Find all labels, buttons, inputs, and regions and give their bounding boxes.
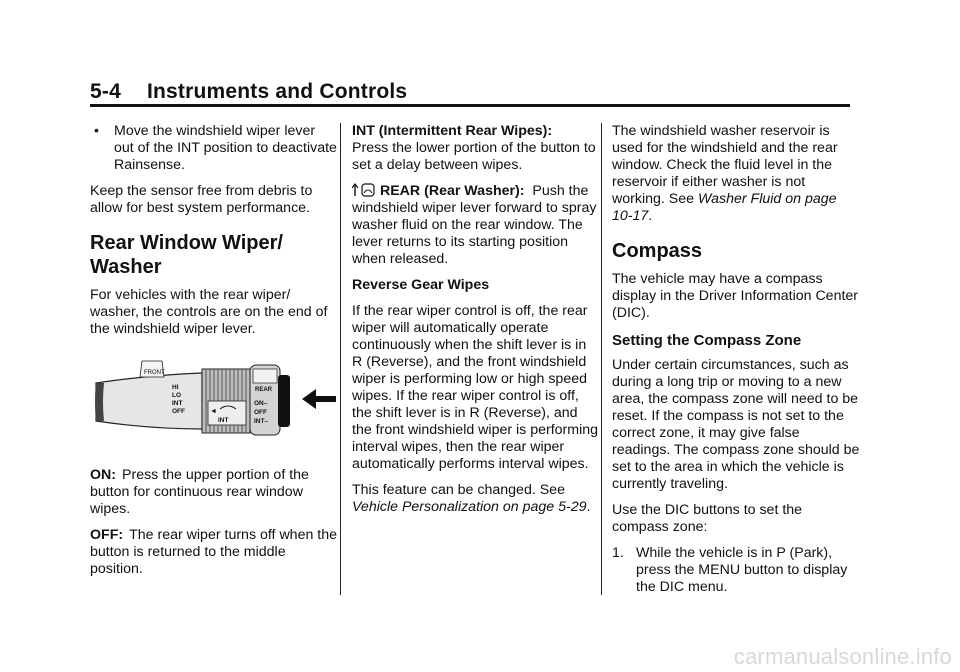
paragraph: This feature can be changed. See Vehicle Personalization on page 5-29. xyxy=(352,482,591,515)
on-text: Press the upper portion of the button for continuous rear window wipes. xyxy=(90,467,309,517)
section-title: Instruments and Controls xyxy=(146,80,408,103)
paragraph: The windshield washer reservoir is used for the windshield and the rear window. Check the fluid level in the reservoir if either washer is not working. See Washer Fluid on page 10-17. xyxy=(612,123,838,224)
watermark: carmanualsonline.info xyxy=(733,644,952,669)
page-number: 5-4 xyxy=(90,80,121,103)
section-heading: Compass xyxy=(612,240,703,262)
int-label: INT xyxy=(172,400,183,407)
paragraph: Use the DIC buttons to set the compass zone: xyxy=(612,502,803,535)
paragraph: For vehicles with the rear wiper/ washer, the controls are on the end of the windshield wiper lever. xyxy=(90,287,328,337)
bullet-item xyxy=(90,123,338,174)
paragraph: The vehicle may have a compass display in the Driver Information Center (DIC). xyxy=(612,271,859,321)
numbered-step xyxy=(612,545,860,596)
off2-label: OFF xyxy=(254,409,267,416)
rear-term: REAR (Rear Washer): xyxy=(379,183,525,199)
bullet-icon: • xyxy=(94,123,99,139)
rear-label: REAR xyxy=(255,387,273,393)
column-1 xyxy=(90,123,338,587)
cross-reference-link[interactable]: Vehicle Personalization on page 5-29 xyxy=(352,499,587,515)
column-3 xyxy=(612,123,860,605)
svg-text:◄: ◄ xyxy=(210,408,217,415)
on-description xyxy=(90,467,338,518)
column-2 xyxy=(352,123,600,525)
bullet-text: Move the windshield wiper lever out of the INT position to deactivate Rainsense. xyxy=(114,123,337,173)
front-label: FRONT xyxy=(144,370,165,376)
pointer-arrow-icon xyxy=(302,389,336,409)
off-text: The rear wiper turns off when the button is returned to the middle position. xyxy=(90,527,338,577)
step-text: While the vehicle is in P (Park), press the MENU button to display the DIC menu. xyxy=(636,545,848,595)
wiper-lever-icon xyxy=(90,347,338,455)
column-divider xyxy=(601,123,602,595)
hi-label: HI xyxy=(172,384,179,391)
column-divider xyxy=(340,123,341,595)
paragraph: If the rear wiper control is off, the rear wiper will automatically operate continuously when the shift lever is in R (Reverse), and the front windshield wiper is performing low or high speed wipes. If the rear wiper control is off, the shift lever is in R (Reverse), and the front windshield wiper is performing interval wipes, then the rear wiper automatically performs interval wipes. xyxy=(352,303,599,472)
paragraph: Under certain circumstances, such as during a long trip or moving to a new area, the compass zone will need to be reset. If the compass is not set to the correct zone, it may give false readings. The compass zone should be set to the area in which the vehicle is currently traveling. xyxy=(612,357,860,492)
subheading: Reverse Gear Wipes xyxy=(352,277,490,293)
rear-washer-description xyxy=(352,183,600,268)
lo-label: LO xyxy=(172,392,182,399)
int-text: Press the lower portion of the button to set a delay between wipes. xyxy=(352,140,596,173)
int-term: INT (Intermittent Rear Wipes): xyxy=(352,123,553,139)
on-term: ON: xyxy=(90,467,117,483)
page-header xyxy=(90,80,407,104)
off-description xyxy=(90,527,338,578)
off-label: OFF xyxy=(172,408,185,415)
rear-text: Push the windshield wiper lever forward to spray washer fluid on the rear window. The lever returns to its starting position when released. xyxy=(352,183,597,267)
wiper-lever-illustration xyxy=(90,347,338,455)
header-rule xyxy=(90,104,850,107)
section-heading: Rear Window Wiper/ Washer xyxy=(90,232,283,278)
on-label: ON– xyxy=(254,400,268,407)
off-term: OFF: xyxy=(90,527,124,543)
subsection-heading: Setting the Compass Zone xyxy=(612,332,802,349)
step-number: 1. xyxy=(612,545,624,561)
reservoir-text: The windshield washer reservoir is used for the windshield and the rear window. Check the fluid level in the reservoir if either washer is not working. See xyxy=(612,123,838,207)
paragraph: Keep the sensor free from debris to allow for best system performance. xyxy=(90,183,313,216)
feature-text: This feature can be changed. See xyxy=(352,482,565,498)
int-band-label: INT xyxy=(218,417,229,424)
int-description xyxy=(352,123,600,174)
rear-washer-icon xyxy=(352,183,376,197)
int2-label: INT– xyxy=(254,418,269,425)
cross-reference-link[interactable]: Washer Fluid on page 10-17 xyxy=(612,191,837,224)
